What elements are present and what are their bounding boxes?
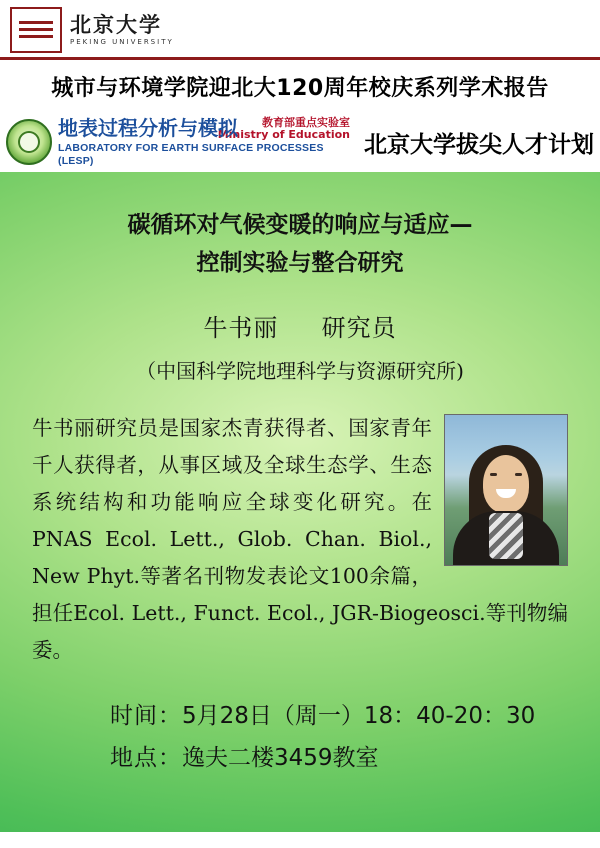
schedule-place-row xyxy=(110,737,574,779)
talk-title-line2: 控制实验与整合研究 xyxy=(196,250,404,276)
lab-moe-en: Ministry of Education xyxy=(217,128,350,141)
lab-moe-cn: 教育部重点实验室 xyxy=(262,116,350,129)
footer-strip xyxy=(0,832,600,848)
speaker-bio-text: 牛书丽研究员是国家杰青获得者、国家青年千人获得者，从事区域及全球生态学、生态系统结构和功能响应全球变化研究。在PNAS Ecol. Lett., Glob. Chan. Biol., New Phyt.等著名刊物发表论文100余篇，担任Ecol. Lett., Funct. Ecol., JGR-Biogeosci.等刊物编委。 xyxy=(32,416,568,662)
poster-header xyxy=(0,0,600,60)
speaker-name: 牛书丽 xyxy=(203,314,279,342)
schedule-time-row xyxy=(110,695,574,737)
schedule-place-label: 地点： xyxy=(110,745,182,771)
speaker-row xyxy=(26,308,574,343)
lab-name-cn: 地表过程分析与模拟 xyxy=(58,116,238,140)
pku-seal-icon xyxy=(10,7,62,53)
speaker-bio xyxy=(26,410,574,669)
lab-name-en: LABORATORY FOR EARTH SURFACE PROCESSES (LESP) xyxy=(58,142,324,167)
talk-title xyxy=(26,172,574,282)
talk-title-line1: 碳循环对气候变暖的响应与适应— xyxy=(127,212,473,238)
schedule-block xyxy=(26,695,574,779)
speaker-title: 研究员 xyxy=(321,314,397,342)
pku-logo xyxy=(10,7,174,53)
university-pinyin: PEKING UNIVERSITY xyxy=(70,37,174,46)
lab-name-block xyxy=(58,117,350,167)
poster-body xyxy=(0,172,600,832)
speaker-affiliation: （中国科学院地理科学与资源研究所) xyxy=(136,359,464,383)
schedule-time-value: 5月28日（周一）18：40-20：30 xyxy=(182,703,536,729)
speaker-portrait xyxy=(444,414,568,566)
schedule-place-value: 逸夫二楼3459教室 xyxy=(182,745,379,771)
lesp-emblem-icon xyxy=(6,119,52,165)
lab-banner xyxy=(0,112,600,172)
schedule-time-label: 时间： xyxy=(110,703,182,729)
university-name: 北京大学 PEKING UNIVERSITY xyxy=(70,12,174,46)
series-title: 城市与环境学院迎北大120周年校庆系列学术报告 xyxy=(0,60,600,112)
header-divider xyxy=(0,57,600,60)
program-name: 北京大学拔尖人才计划 xyxy=(364,131,594,158)
